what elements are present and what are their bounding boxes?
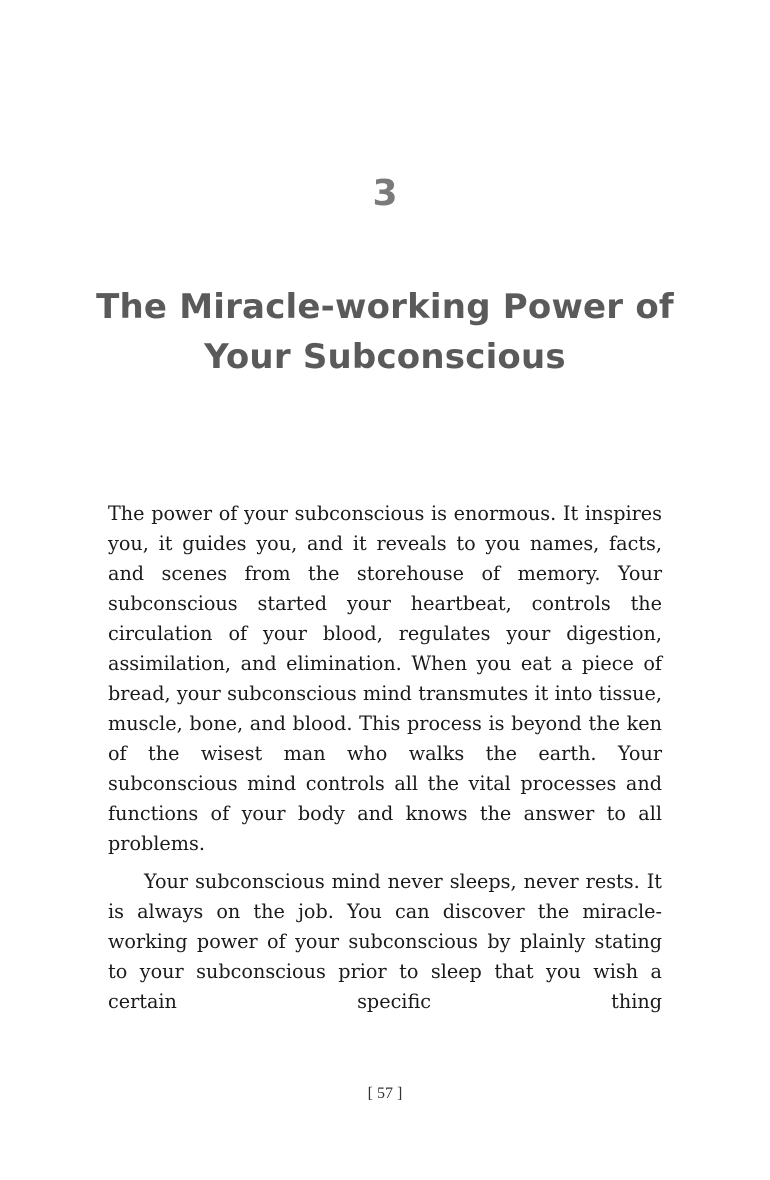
chapter-number: 3 bbox=[372, 173, 398, 214]
paragraph-1: The power of your subconscious is enormous. It inspires you, it guides you, and it reveals to you names, facts, and scenes from the storehouse of memory. Your subconscious started your heartbeat, controls the circulation of your blood, regulates your digestion, assimilation, and elimination. When you eat a piece of bread, your subconscious mind transmutes it into tissue, muscle, bone, and blood. This process is beyond the ken of the wisest man who walks the earth. Your subconscious mind controls all the vital processes and functions of your body and knows the answer to all problems. bbox=[108, 502, 662, 855]
body-text bbox=[108, 499, 662, 1017]
page-number: [ 57 ] bbox=[367, 1085, 403, 1102]
paragraph-2: Your subconscious mind never sleeps, never rests. It is always on the job. You can discover the miracle-working power of your subconscious by plainly stating to your subconscious prior to sleep that you wish a certain specific thing bbox=[108, 870, 662, 1013]
chapter-title: The Miracle-working Power of Your Subconscious bbox=[96, 287, 674, 377]
